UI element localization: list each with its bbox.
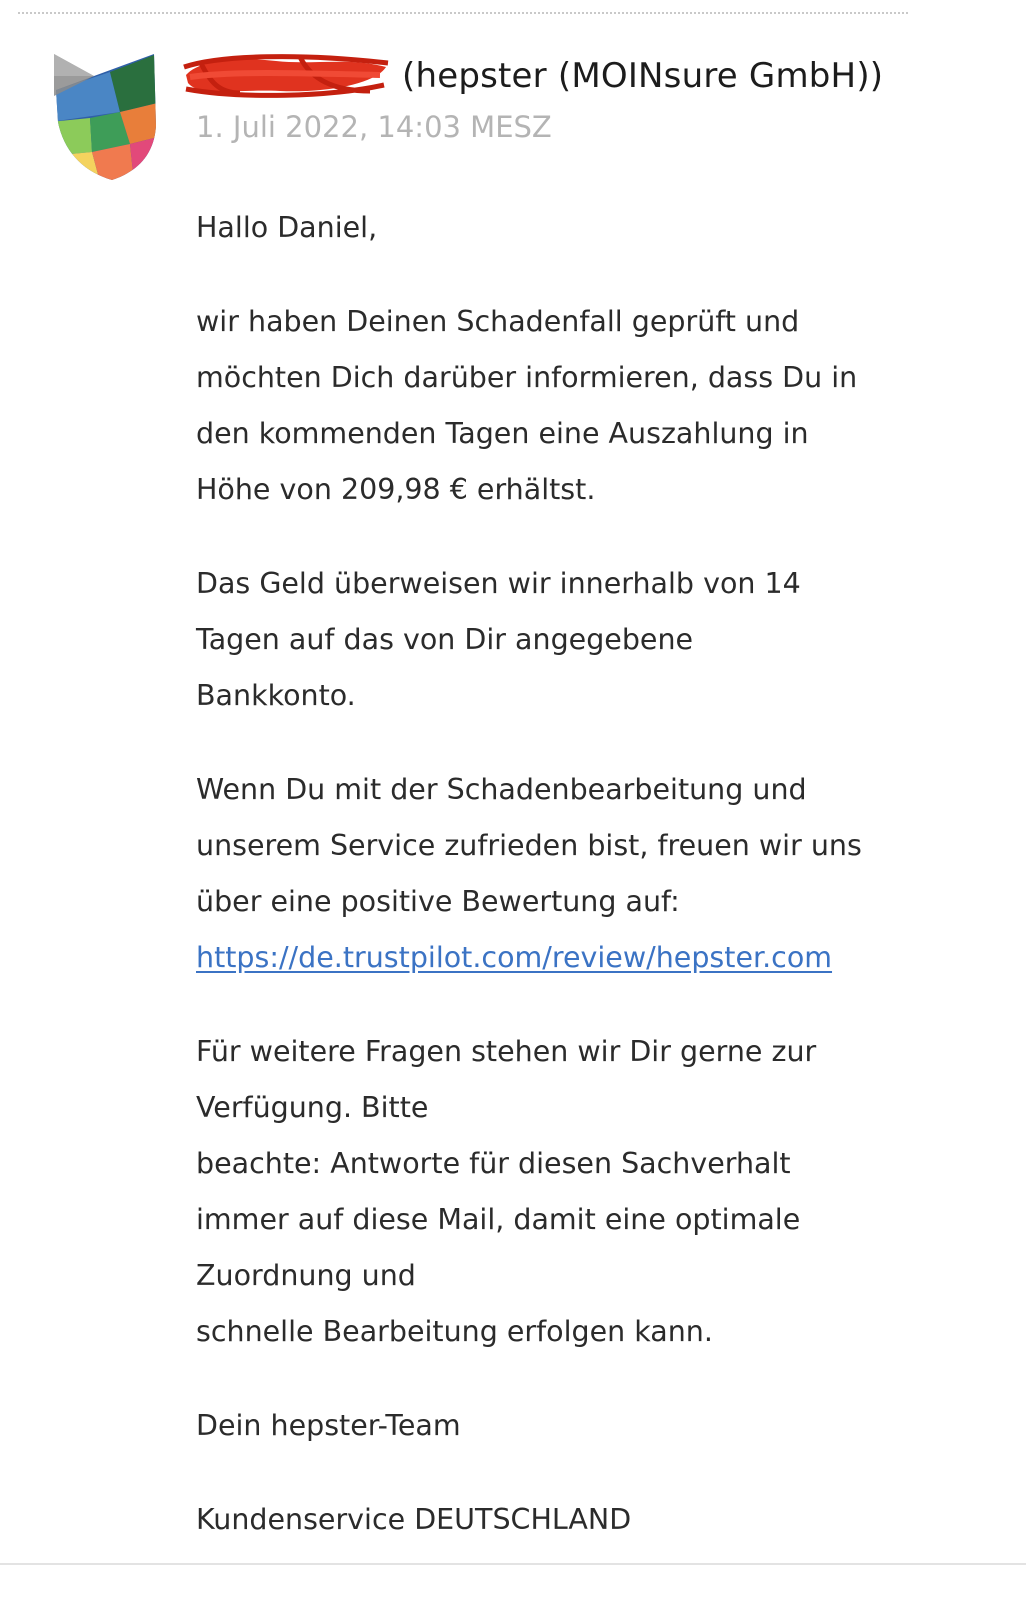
paragraph-line: über eine positive Bewertung auf: xyxy=(196,885,680,918)
redaction-scribble xyxy=(180,53,392,99)
hepster-logo-avatar[interactable] xyxy=(50,52,162,182)
email-timestamp: 1. Juli 2022, 14:03 MESZ xyxy=(196,110,552,144)
paragraph-line: Zuordnung und xyxy=(196,1259,416,1292)
paragraph-line: Wenn Du mit der Schadenbearbeitung und xyxy=(196,773,807,806)
paragraph-questions xyxy=(196,1024,936,1360)
sender-organization: (hepster (MOINsure GmbH)) xyxy=(402,56,884,96)
paragraph-line: unserem Service zufrieden bist, freuen wir uns xyxy=(196,829,862,862)
paragraph-payout xyxy=(196,294,936,518)
signoff-text: Dein hepster-Team xyxy=(196,1409,461,1442)
email-body xyxy=(196,200,936,1586)
header-divider xyxy=(18,12,908,14)
greeting xyxy=(196,200,936,256)
greeting-text: Hallo Daniel, xyxy=(196,211,378,244)
department-text: Kundenservice DEUTSCHLAND xyxy=(196,1503,632,1536)
paragraph-line: Höhe von 209,98 € erhältst. xyxy=(196,473,596,506)
sender-line xyxy=(180,52,883,100)
paragraph-line: beachte: Antworte für diesen Sachverhalt xyxy=(196,1147,791,1180)
paragraph-line: immer auf diese Mail, damit eine optimale xyxy=(196,1203,801,1236)
trustpilot-review-link[interactable]: https://de.trustpilot.com/review/hepster.com xyxy=(196,941,833,974)
paragraph-line: Bankkonto. xyxy=(196,679,356,712)
paragraph-line: Tagen auf das von Dir angegebene xyxy=(196,623,694,656)
signoff xyxy=(196,1398,936,1454)
paragraph-line: Das Geld überweisen wir innerhalb von 14 xyxy=(196,567,801,600)
department xyxy=(196,1492,936,1548)
paragraph-line: möchten Dich darüber informieren, dass Du in xyxy=(196,361,858,394)
paragraph-line: Für weitere Fragen stehen wir Dir gerne zur xyxy=(196,1035,817,1068)
paragraph-transfer xyxy=(196,556,936,724)
paragraph-review xyxy=(196,762,936,986)
paragraph-line: den kommenden Tagen eine Auszahlung in xyxy=(196,417,809,450)
paragraph-line: schnelle Bearbeitung erfolgen kann. xyxy=(196,1315,713,1348)
paragraph-line: wir haben Deinen Schadenfall geprüft und xyxy=(196,305,800,338)
paragraph-line: Verfügung. Bitte xyxy=(196,1091,429,1124)
bottom-divider xyxy=(0,1563,1026,1565)
